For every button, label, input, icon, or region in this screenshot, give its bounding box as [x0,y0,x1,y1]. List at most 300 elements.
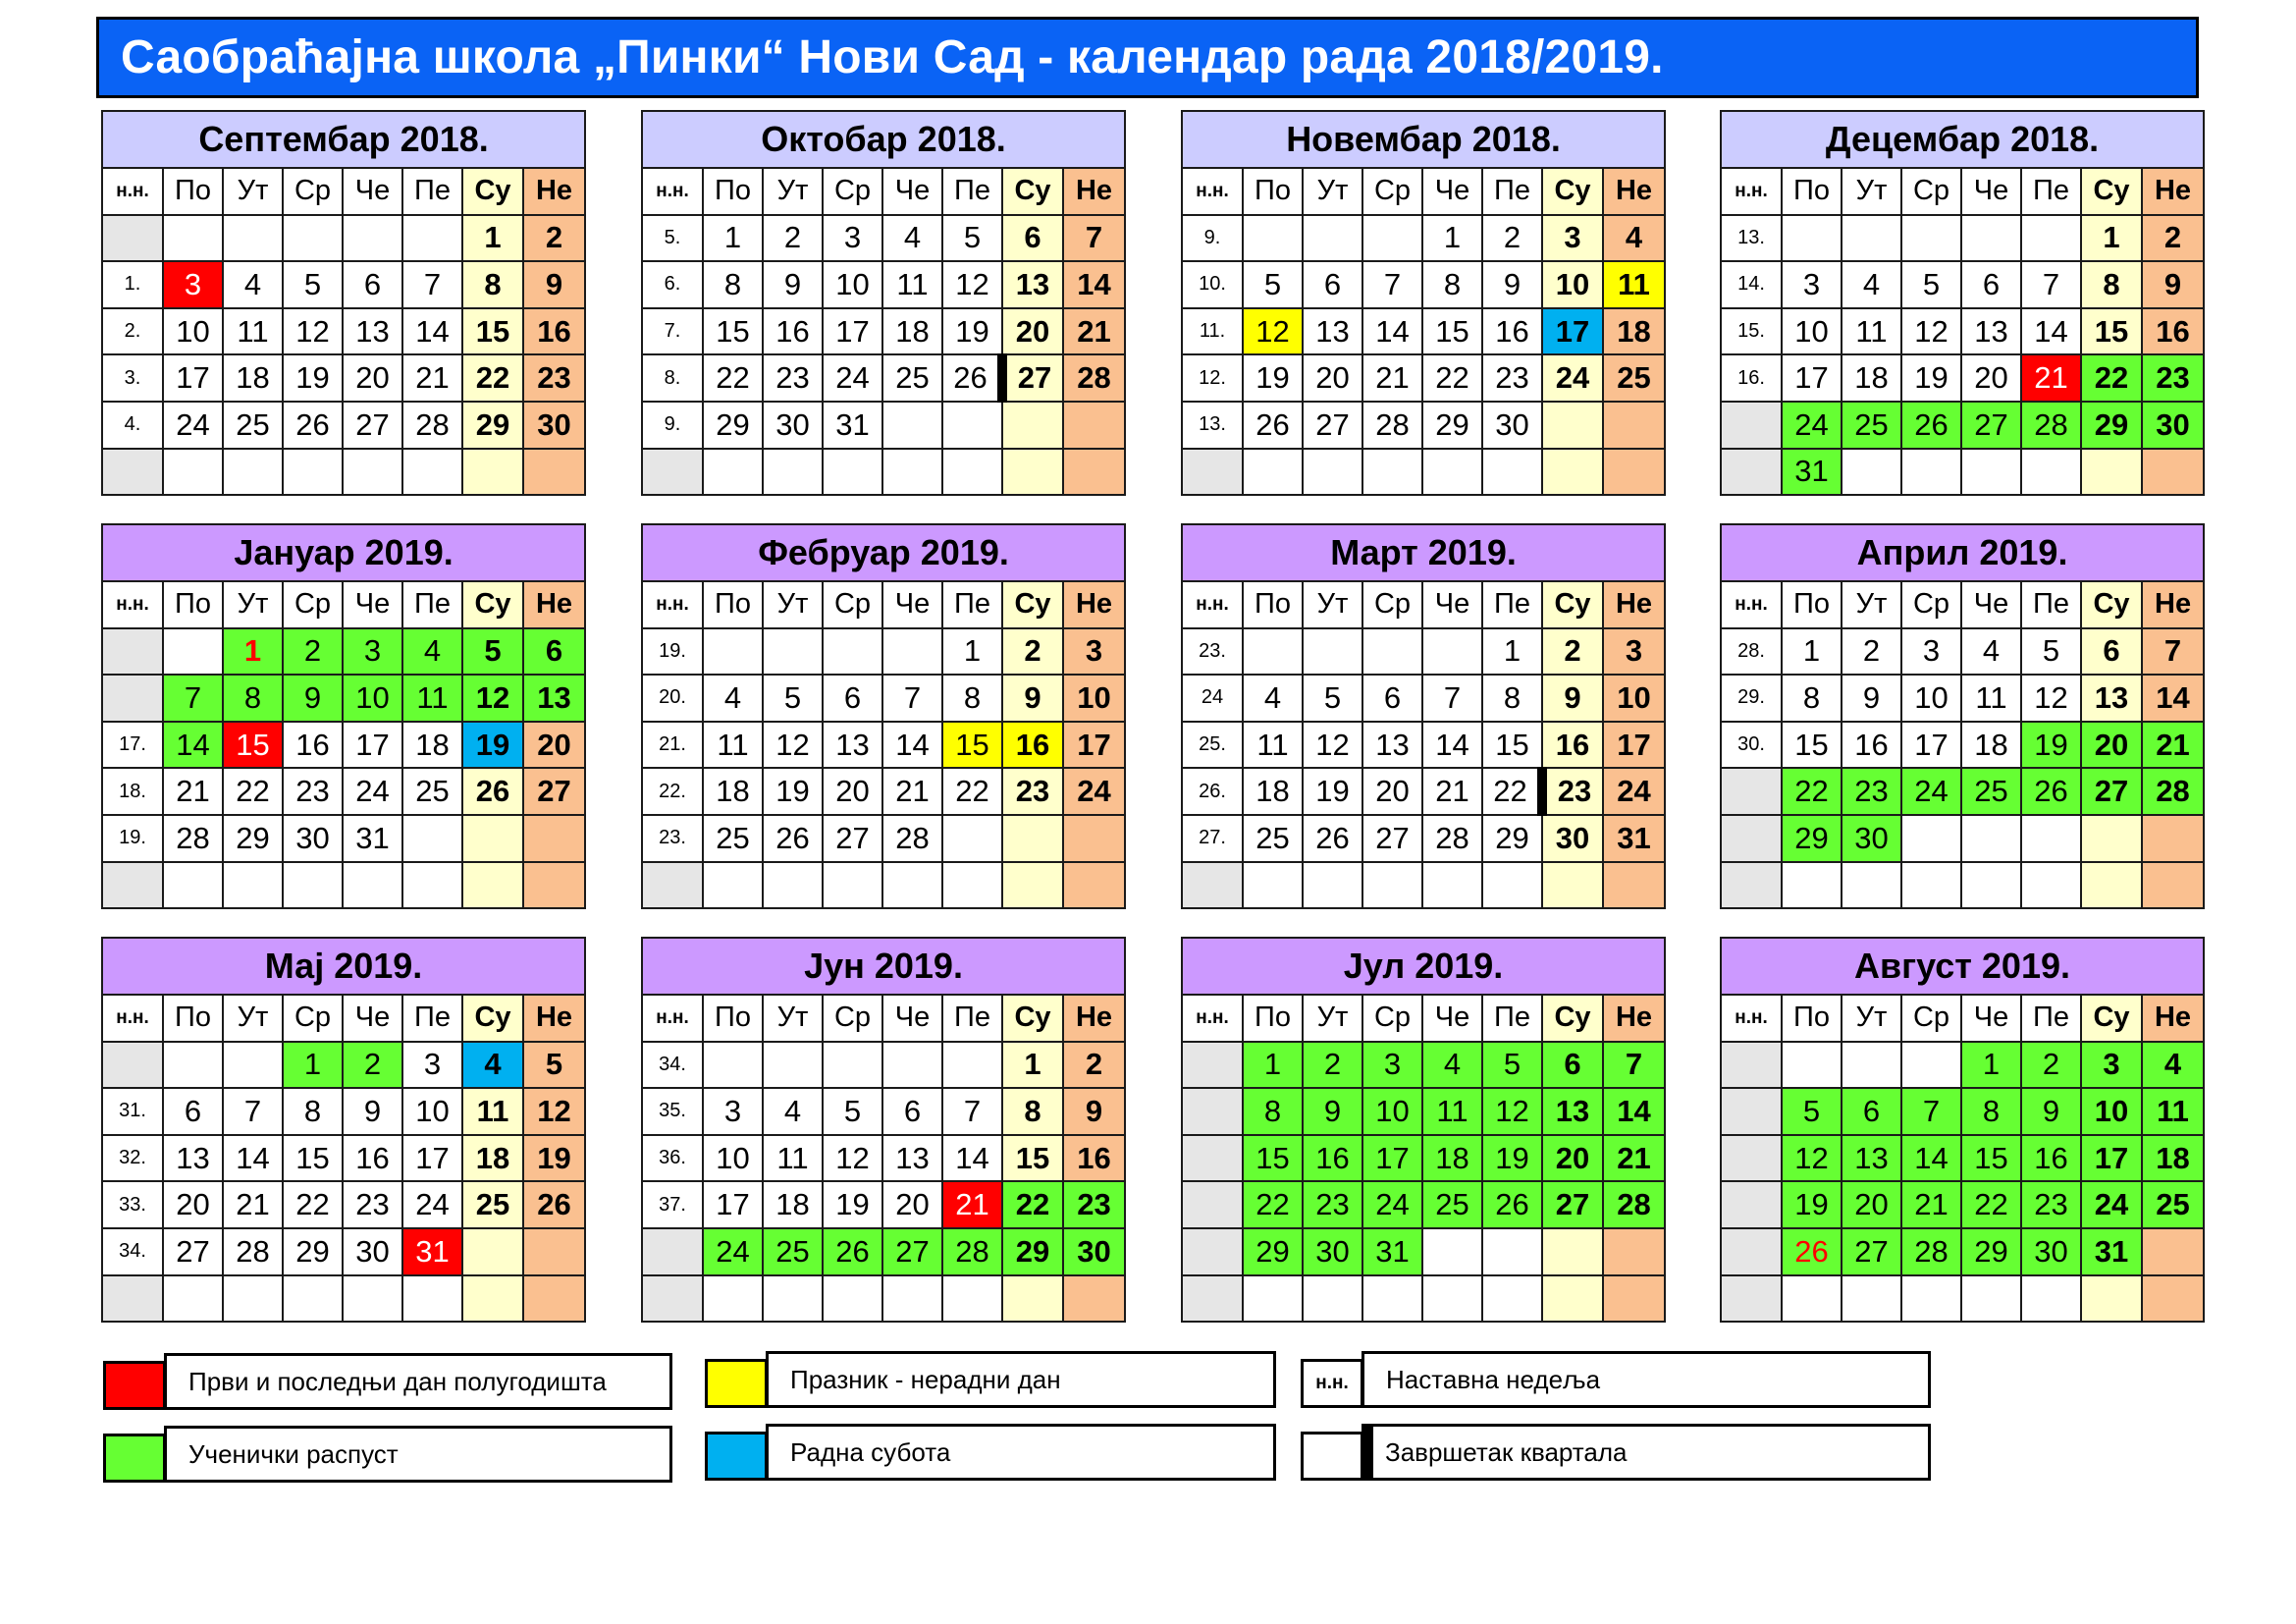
month-calendar [1720,937,2203,1321]
day-cell: 8 [2081,261,2142,308]
empty-cell [523,815,585,862]
empty-cell [283,449,343,496]
empty-cell [1063,1275,1125,1323]
empty-cell [223,1275,283,1323]
day-cell: 29 [283,1228,343,1275]
day-cell: 11 [402,675,462,722]
week-number-header: н.н. [1721,581,1782,628]
day-cell: 27 [823,815,882,862]
day-cell: 7 [163,675,223,722]
day-cell: 23 [1002,768,1063,815]
week-number: 37. [642,1181,703,1228]
empty-cell [942,1275,1002,1323]
legend-label: Завршетак квартала [1362,1424,1931,1481]
day-cell: 3 [823,215,882,262]
day-cell: 4 [882,215,942,262]
empty-cell [2142,862,2204,909]
empty-cell [882,402,942,449]
weekday-header: Че [343,168,402,215]
day-cell: 29 [2081,402,2142,449]
empty-cell [1542,862,1603,909]
weekday-header: Пе [402,168,462,215]
day-cell: 16 [1842,722,1901,769]
day-cell: 31 [343,815,402,862]
month-title: Јануар 2019. [102,524,585,581]
day-cell: 22 [1002,1181,1063,1228]
day-cell: 16 [1303,1135,1362,1182]
month-calendar [1720,523,2203,907]
week-number [1182,1275,1243,1323]
weekday-header: Су [2081,168,2142,215]
day-cell: 20 [2081,722,2142,769]
empty-cell [703,1275,763,1323]
empty-cell [1063,449,1125,496]
day-cell: 26 [823,1228,882,1275]
week-number: 14. [1721,261,1782,308]
empty-cell [1901,815,1961,862]
empty-cell [523,862,585,909]
day-cell: 25 [1842,402,1901,449]
day-cell: 27 [1542,1181,1603,1228]
weekday-header: Су [2081,995,2142,1042]
day-cell: 24 [2081,1181,2142,1228]
weekday-header: По [1782,581,1842,628]
empty-cell [1782,1275,1842,1323]
week-number: 34. [642,1042,703,1089]
legend-label: Први и последњи дан полугодишта [164,1353,672,1410]
day-cell: 1 [703,215,763,262]
empty-cell [942,862,1002,909]
day-cell: 29 [1782,815,1842,862]
day-cell: 6 [1303,261,1362,308]
week-number [642,1228,703,1275]
weekday-header: По [703,168,763,215]
month-calendar [1181,523,1664,907]
week-number [1721,449,1782,496]
day-cell: 25 [1961,768,2021,815]
empty-cell [1603,402,1665,449]
day-cell: 20 [1842,1181,1901,1228]
empty-cell [2021,1275,2081,1323]
day-cell: 12 [823,1135,882,1182]
weekday-header: Пе [942,168,1002,215]
day-cell: 15 [223,722,283,769]
empty-cell [1422,449,1482,496]
month-title: Јул 2019. [1182,938,1665,995]
day-cell: 27 [343,402,402,449]
day-cell: 22 [1782,768,1842,815]
day-cell: 18 [703,768,763,815]
day-cell: 3 [343,628,402,676]
day-cell: 11 [1243,722,1303,769]
empty-cell [1603,1228,1665,1275]
day-cell: 3 [1542,215,1603,262]
empty-cell [1961,815,2021,862]
day-cell: 30 [2021,1228,2081,1275]
day-cell: 31 [823,402,882,449]
day-cell: 30 [343,1228,402,1275]
empty-cell [1422,628,1482,676]
day-cell: 4 [402,628,462,676]
weekday-header: По [703,581,763,628]
empty-cell [1002,1275,1063,1323]
day-cell: 9 [1842,675,1901,722]
day-cell: 18 [2142,1135,2204,1182]
day-cell: 22 [1243,1181,1303,1228]
day-cell: 23 [1842,768,1901,815]
day-cell: 24 [1542,354,1603,402]
empty-cell [402,215,462,262]
month-calendar [101,523,584,907]
weekday-header: Пе [402,995,462,1042]
day-cell: 25 [763,1228,823,1275]
day-cell: 6 [823,675,882,722]
empty-cell [523,1228,585,1275]
day-cell: 15 [1002,1135,1063,1182]
day-cell: 4 [223,261,283,308]
day-cell: 29 [223,815,283,862]
day-cell: 22 [223,768,283,815]
empty-cell [462,449,523,496]
day-cell: 12 [1782,1135,1842,1182]
week-number-header: н.н. [1182,995,1243,1042]
empty-cell [763,1275,823,1323]
day-cell: 14 [223,1135,283,1182]
day-cell: 19 [1782,1181,1842,1228]
day-cell: 4 [462,1042,523,1089]
day-cell: 20 [882,1181,942,1228]
day-cell: 15 [1422,308,1482,355]
empty-cell [462,1275,523,1323]
day-cell: 21 [882,768,942,815]
day-cell: 7 [1901,1088,1961,1135]
day-cell: 11 [1842,308,1901,355]
day-cell: 23 [1303,1181,1362,1228]
week-number: 12. [1182,354,1243,402]
month-calendar [641,110,1124,494]
week-number-header: н.н. [642,581,703,628]
day-cell: 21 [1422,768,1482,815]
day-cell: 9 [2142,261,2204,308]
day-cell: 3 [163,261,223,308]
day-cell: 12 [2021,675,2081,722]
day-cell: 20 [1961,354,2021,402]
day-cell: 2 [1002,628,1063,676]
weekday-header: Су [462,168,523,215]
empty-cell [223,1042,283,1089]
weekday-header: Ср [823,581,882,628]
day-cell: 15 [283,1135,343,1182]
weekday-header: Су [462,995,523,1042]
day-cell: 21 [223,1181,283,1228]
day-cell: 12 [1482,1088,1542,1135]
empty-cell [1243,628,1303,676]
day-cell: 15 [2081,308,2142,355]
empty-cell [1603,862,1665,909]
empty-cell [1362,628,1422,676]
day-cell: 7 [2021,261,2081,308]
day-cell: 26 [1482,1181,1542,1228]
day-cell: 10 [703,1135,763,1182]
empty-cell [163,628,223,676]
empty-cell [462,862,523,909]
day-cell: 8 [1782,675,1842,722]
empty-cell [1362,449,1422,496]
weekday-header: Че [882,581,942,628]
weekday-header: Ср [1362,581,1422,628]
day-cell: 2 [1542,628,1603,676]
empty-cell [1842,1042,1901,1089]
weekday-header: Че [1961,995,2021,1042]
day-cell: 6 [882,1088,942,1135]
day-cell: 30 [523,402,585,449]
day-cell: 18 [882,308,942,355]
day-cell: 3 [1901,628,1961,676]
day-cell: 23 [523,354,585,402]
empty-cell [1901,862,1961,909]
day-cell: 1 [223,628,283,676]
empty-cell [2081,862,2142,909]
day-cell: 11 [462,1088,523,1135]
day-cell: 21 [2021,354,2081,402]
day-cell: 7 [882,675,942,722]
day-cell: 24 [1901,768,1961,815]
week-number: 15. [1721,308,1782,355]
day-cell: 6 [523,628,585,676]
week-number [102,862,163,909]
empty-cell [163,449,223,496]
empty-cell [2142,815,2204,862]
week-number: 29. [1721,675,1782,722]
day-cell: 13 [823,722,882,769]
weekday-header: Ср [283,168,343,215]
day-cell: 5 [763,675,823,722]
weekday-header: Че [343,581,402,628]
day-cell: 12 [523,1088,585,1135]
empty-cell [1603,449,1665,496]
empty-cell [2021,862,2081,909]
day-cell: 27 [1961,402,2021,449]
empty-cell [1303,628,1362,676]
day-cell: 2 [1063,1042,1125,1089]
day-cell: 7 [1603,1042,1665,1089]
day-cell: 5 [823,1088,882,1135]
day-cell: 21 [1063,308,1125,355]
empty-cell [343,215,402,262]
day-cell: 9 [1482,261,1542,308]
weekday-header: Ут [1842,995,1901,1042]
day-cell: 7 [1063,215,1125,262]
week-number: 34. [102,1228,163,1275]
day-cell: 3 [1063,628,1125,676]
empty-cell [1482,862,1542,909]
day-cell: 20 [1002,308,1063,355]
day-cell: 29 [1422,402,1482,449]
day-cell: 24 [703,1228,763,1275]
day-cell: 23 [1063,1181,1125,1228]
empty-cell [223,449,283,496]
month-title: Фебруар 2019. [642,524,1125,581]
day-cell: 17 [1782,354,1842,402]
empty-cell [2142,449,2204,496]
empty-cell [703,862,763,909]
day-cell: 24 [1603,768,1665,815]
day-cell: 28 [2021,402,2081,449]
day-cell: 23 [283,768,343,815]
day-cell: 7 [1362,261,1422,308]
day-cell: 24 [163,402,223,449]
empty-cell [1362,215,1422,262]
week-number: 17. [102,722,163,769]
week-number: 30. [1721,722,1782,769]
day-cell: 24 [1063,768,1125,815]
weekday-header: Ут [223,995,283,1042]
day-cell: 22 [283,1181,343,1228]
day-cell: 18 [1961,722,2021,769]
month-title: Октобар 2018. [642,111,1125,168]
empty-cell [1842,862,1901,909]
empty-cell [1842,1275,1901,1323]
day-cell: 24 [1362,1181,1422,1228]
empty-cell [823,628,882,676]
day-cell: 19 [2021,722,2081,769]
empty-cell [1961,862,2021,909]
empty-cell [1002,449,1063,496]
weekday-header: По [1243,168,1303,215]
day-cell: 27 [523,768,585,815]
weekday-header: Ут [1303,168,1362,215]
weekday-header: Не [2142,168,2204,215]
month-calendar [1720,110,2203,494]
day-cell: 10 [402,1088,462,1135]
week-number: 6. [642,261,703,308]
week-number: 16. [1721,354,1782,402]
empty-cell [2142,1228,2204,1275]
weekday-header: Че [882,995,942,1042]
day-cell: 10 [2081,1088,2142,1135]
day-cell: 9 [343,1088,402,1135]
week-number [1182,1088,1243,1135]
week-number-header: н.н. [102,581,163,628]
day-cell: 30 [1842,815,1901,862]
day-cell: 15 [1782,722,1842,769]
empty-cell [882,1042,942,1089]
week-number [1182,1181,1243,1228]
empty-cell [1542,449,1603,496]
day-cell: 12 [763,722,823,769]
day-cell: 5 [462,628,523,676]
day-cell: 11 [223,308,283,355]
day-cell: 5 [283,261,343,308]
day-cell: 3 [1362,1042,1422,1089]
day-cell: 12 [1243,308,1303,355]
weekday-header: По [163,581,223,628]
day-cell: 5 [1901,261,1961,308]
day-cell: 19 [523,1135,585,1182]
day-cell: 14 [1063,261,1125,308]
day-cell: 27 [1362,815,1422,862]
empty-cell [223,862,283,909]
day-cell: 30 [763,402,823,449]
weekday-header: Не [1603,995,1665,1042]
week-number: 36. [642,1135,703,1182]
weekday-header: Пе [1482,581,1542,628]
day-cell: 10 [1782,308,1842,355]
legend-label: Радна субота [766,1424,1276,1481]
day-cell: 2 [2021,1042,2081,1089]
month-calendar [1181,937,1664,1321]
empty-cell [402,1275,462,1323]
empty-cell [1063,815,1125,862]
day-cell: 22 [2081,354,2142,402]
weekday-header: Ср [1362,168,1422,215]
day-cell: 11 [763,1135,823,1182]
day-cell: 24 [1782,402,1842,449]
empty-cell [1603,1275,1665,1323]
day-cell: 6 [1961,261,2021,308]
week-number [1182,862,1243,909]
day-cell: 14 [2021,308,2081,355]
day-cell: 25 [882,354,942,402]
day-cell: 29 [1482,815,1542,862]
weekday-header: Ср [1362,995,1422,1042]
empty-cell [1243,1275,1303,1323]
day-cell: 17 [1901,722,1961,769]
empty-cell [1303,1275,1362,1323]
day-cell: 28 [882,815,942,862]
legend-label: Наставна недеља [1362,1351,1931,1408]
weekday-header: Че [343,995,402,1042]
empty-cell [1482,1228,1542,1275]
day-cell: 9 [1542,675,1603,722]
day-cell: 15 [1961,1135,2021,1182]
day-cell: 9 [523,261,585,308]
weekday-header: По [163,995,223,1042]
empty-cell [1303,215,1362,262]
weekday-header: Ср [1901,995,1961,1042]
day-cell: 29 [703,402,763,449]
day-cell: 14 [1603,1088,1665,1135]
empty-cell [1002,815,1063,862]
legend-item [1301,1351,1931,1406]
week-number: 4. [102,402,163,449]
day-cell: 26 [2021,768,2081,815]
legend-item [705,1351,1276,1406]
day-cell: 4 [1603,215,1665,262]
day-cell: 23 [343,1181,402,1228]
week-number-header: н.н. [642,995,703,1042]
day-cell: 18 [402,722,462,769]
week-number: 31. [102,1088,163,1135]
day-cell: 12 [462,675,523,722]
empty-cell [1901,449,1961,496]
day-cell: 2 [343,1042,402,1089]
day-cell: 6 [2081,628,2142,676]
week-number: 26. [1182,768,1243,815]
empty-cell [1002,862,1063,909]
empty-cell [882,1275,942,1323]
week-number [642,449,703,496]
day-cell: 17 [1063,722,1125,769]
day-cell: 9 [763,261,823,308]
day-cell: 14 [402,308,462,355]
day-cell: 1 [462,215,523,262]
week-number: 2. [102,308,163,355]
day-cell: 8 [703,261,763,308]
day-cell: 24 [343,768,402,815]
day-cell: 13 [1842,1135,1901,1182]
day-cell: 25 [2142,1181,2204,1228]
